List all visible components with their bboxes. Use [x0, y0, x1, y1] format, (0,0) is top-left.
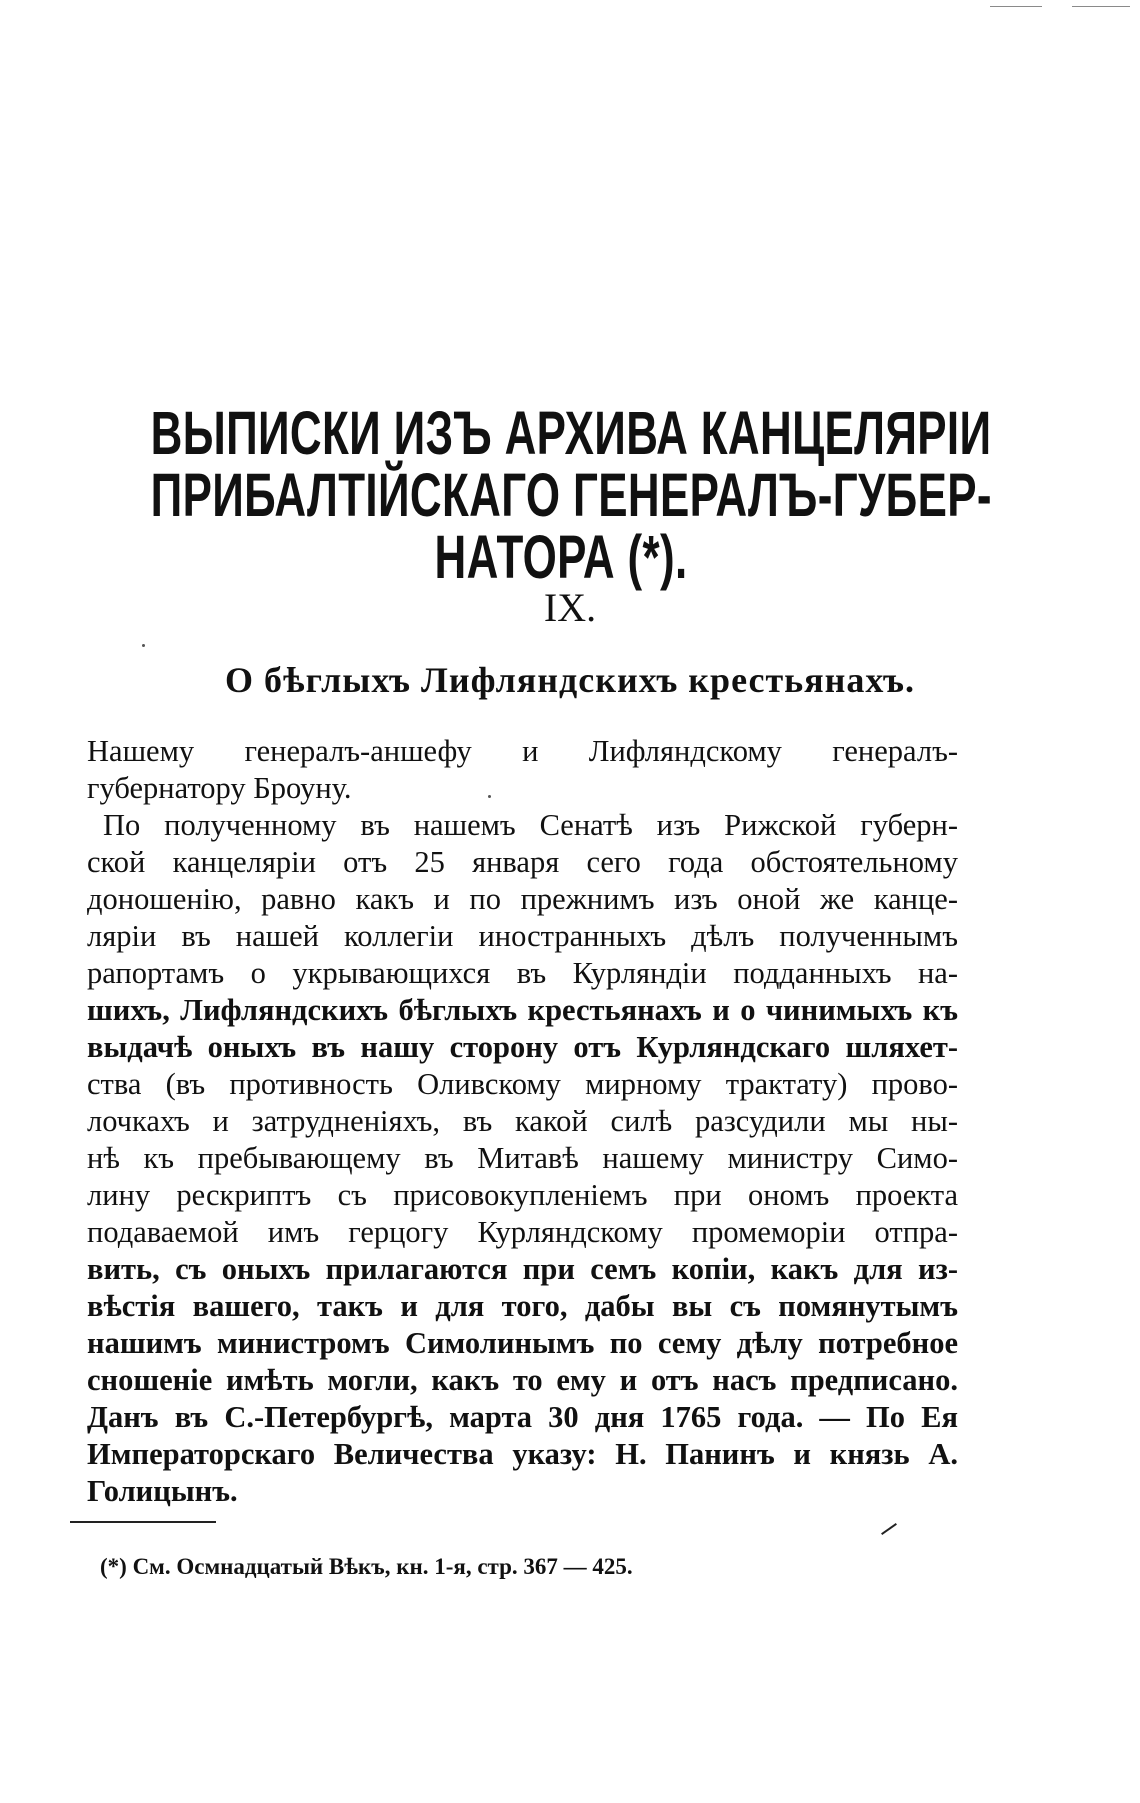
section-heading: О бѣглыхъ Лифляндскихъ крестьянахъ. — [224, 660, 916, 700]
body-line: рапортамъ о укрывающихся въ Курляндіи подданныхъ на- — [87, 956, 958, 990]
body-line: Нашему генералъ-аншефу и Лифляндскому генералъ- — [87, 734, 958, 768]
body-line: ства (въ противность Оливскому мирному трактату) прово- — [87, 1067, 958, 1101]
top-edge-rule — [1072, 6, 1130, 7]
document-body — [87, 733, 958, 1510]
body-line: выдачѣ оныхъ въ нашу сторону отъ Курляндскаго шляхет- — [87, 1030, 958, 1064]
body-line: подаваемой имъ герцогу Курляндскому промеморіи отпра- — [87, 1215, 958, 1249]
body-line: лину рескриптъ съ присовокупленіемъ при ономъ проекта — [87, 1178, 958, 1212]
speck-mark — [142, 644, 145, 647]
body-line: ской канцеляріи отъ 25 января сего года обстоятельному — [87, 845, 958, 879]
body-line: шихъ, Лифляндскихъ бѣглыхъ крестьянахъ и о чинимыхъ къ — [87, 993, 958, 1027]
body-line: губернатору Броуну. — [87, 771, 352, 805]
footnote-divider — [70, 1521, 216, 1523]
pencil-mark — [881, 1523, 897, 1535]
body-line: ляріи въ нашей коллегіи иностранныхъ дѣлъ полученнымъ — [87, 919, 958, 953]
title-line-1: ВЫПИСКИ ИЗЪ АРХИВА КАНЦЕЛЯРІИ — [150, 399, 992, 467]
speck-mark — [488, 795, 491, 798]
body-line: вѣстія вашего, такъ и для того, дабы вы съ помянутымъ — [87, 1289, 958, 1323]
body-line: нѣ къ пребывающему въ Митавѣ нашему министру Симо- — [87, 1141, 958, 1175]
body-line: По полученному въ нашемъ Сенатѣ изъ Рижской губерн- — [103, 808, 958, 842]
body-line: вить, съ оныхъ прилагаются при семъ копіи, какъ для из- — [87, 1252, 958, 1286]
body-line: нашимъ министромъ Симолинымъ по сему дѣлу потребное — [87, 1326, 958, 1360]
body-line: Голицынъ. — [87, 1474, 238, 1508]
title-line-2: ПРИБАЛТІЙСКАГО ГЕНЕРАЛЪ-ГУБЕР- — [150, 461, 992, 529]
footnote: (*) См. Осмнадцатый Вѣкъ, кн. 1-я, стр. 367 — 425. — [100, 1554, 633, 1579]
body-line: лочкахъ и затрудненіяхъ, въ какой силѣ разсудили мы ны- — [87, 1104, 958, 1138]
body-line: Императорскаго Величества указу: Н. Панинъ и князь А. — [87, 1437, 958, 1471]
top-edge-rule — [990, 6, 1042, 7]
title-line-3: НАТОРА (*). — [434, 523, 688, 591]
body-line: Данъ въ С.-Петербургѣ, марта 30 дня 1765 года. — По Ея — [87, 1400, 958, 1434]
body-line: доношенію, равно какъ и по прежнимъ изъ оной же канце- — [87, 882, 958, 916]
body-line: сношеніе имѣть могли, какъ то ему и отъ насъ предписано. — [87, 1363, 958, 1397]
document-title — [150, 399, 992, 591]
section-number: IX. — [543, 585, 597, 630]
